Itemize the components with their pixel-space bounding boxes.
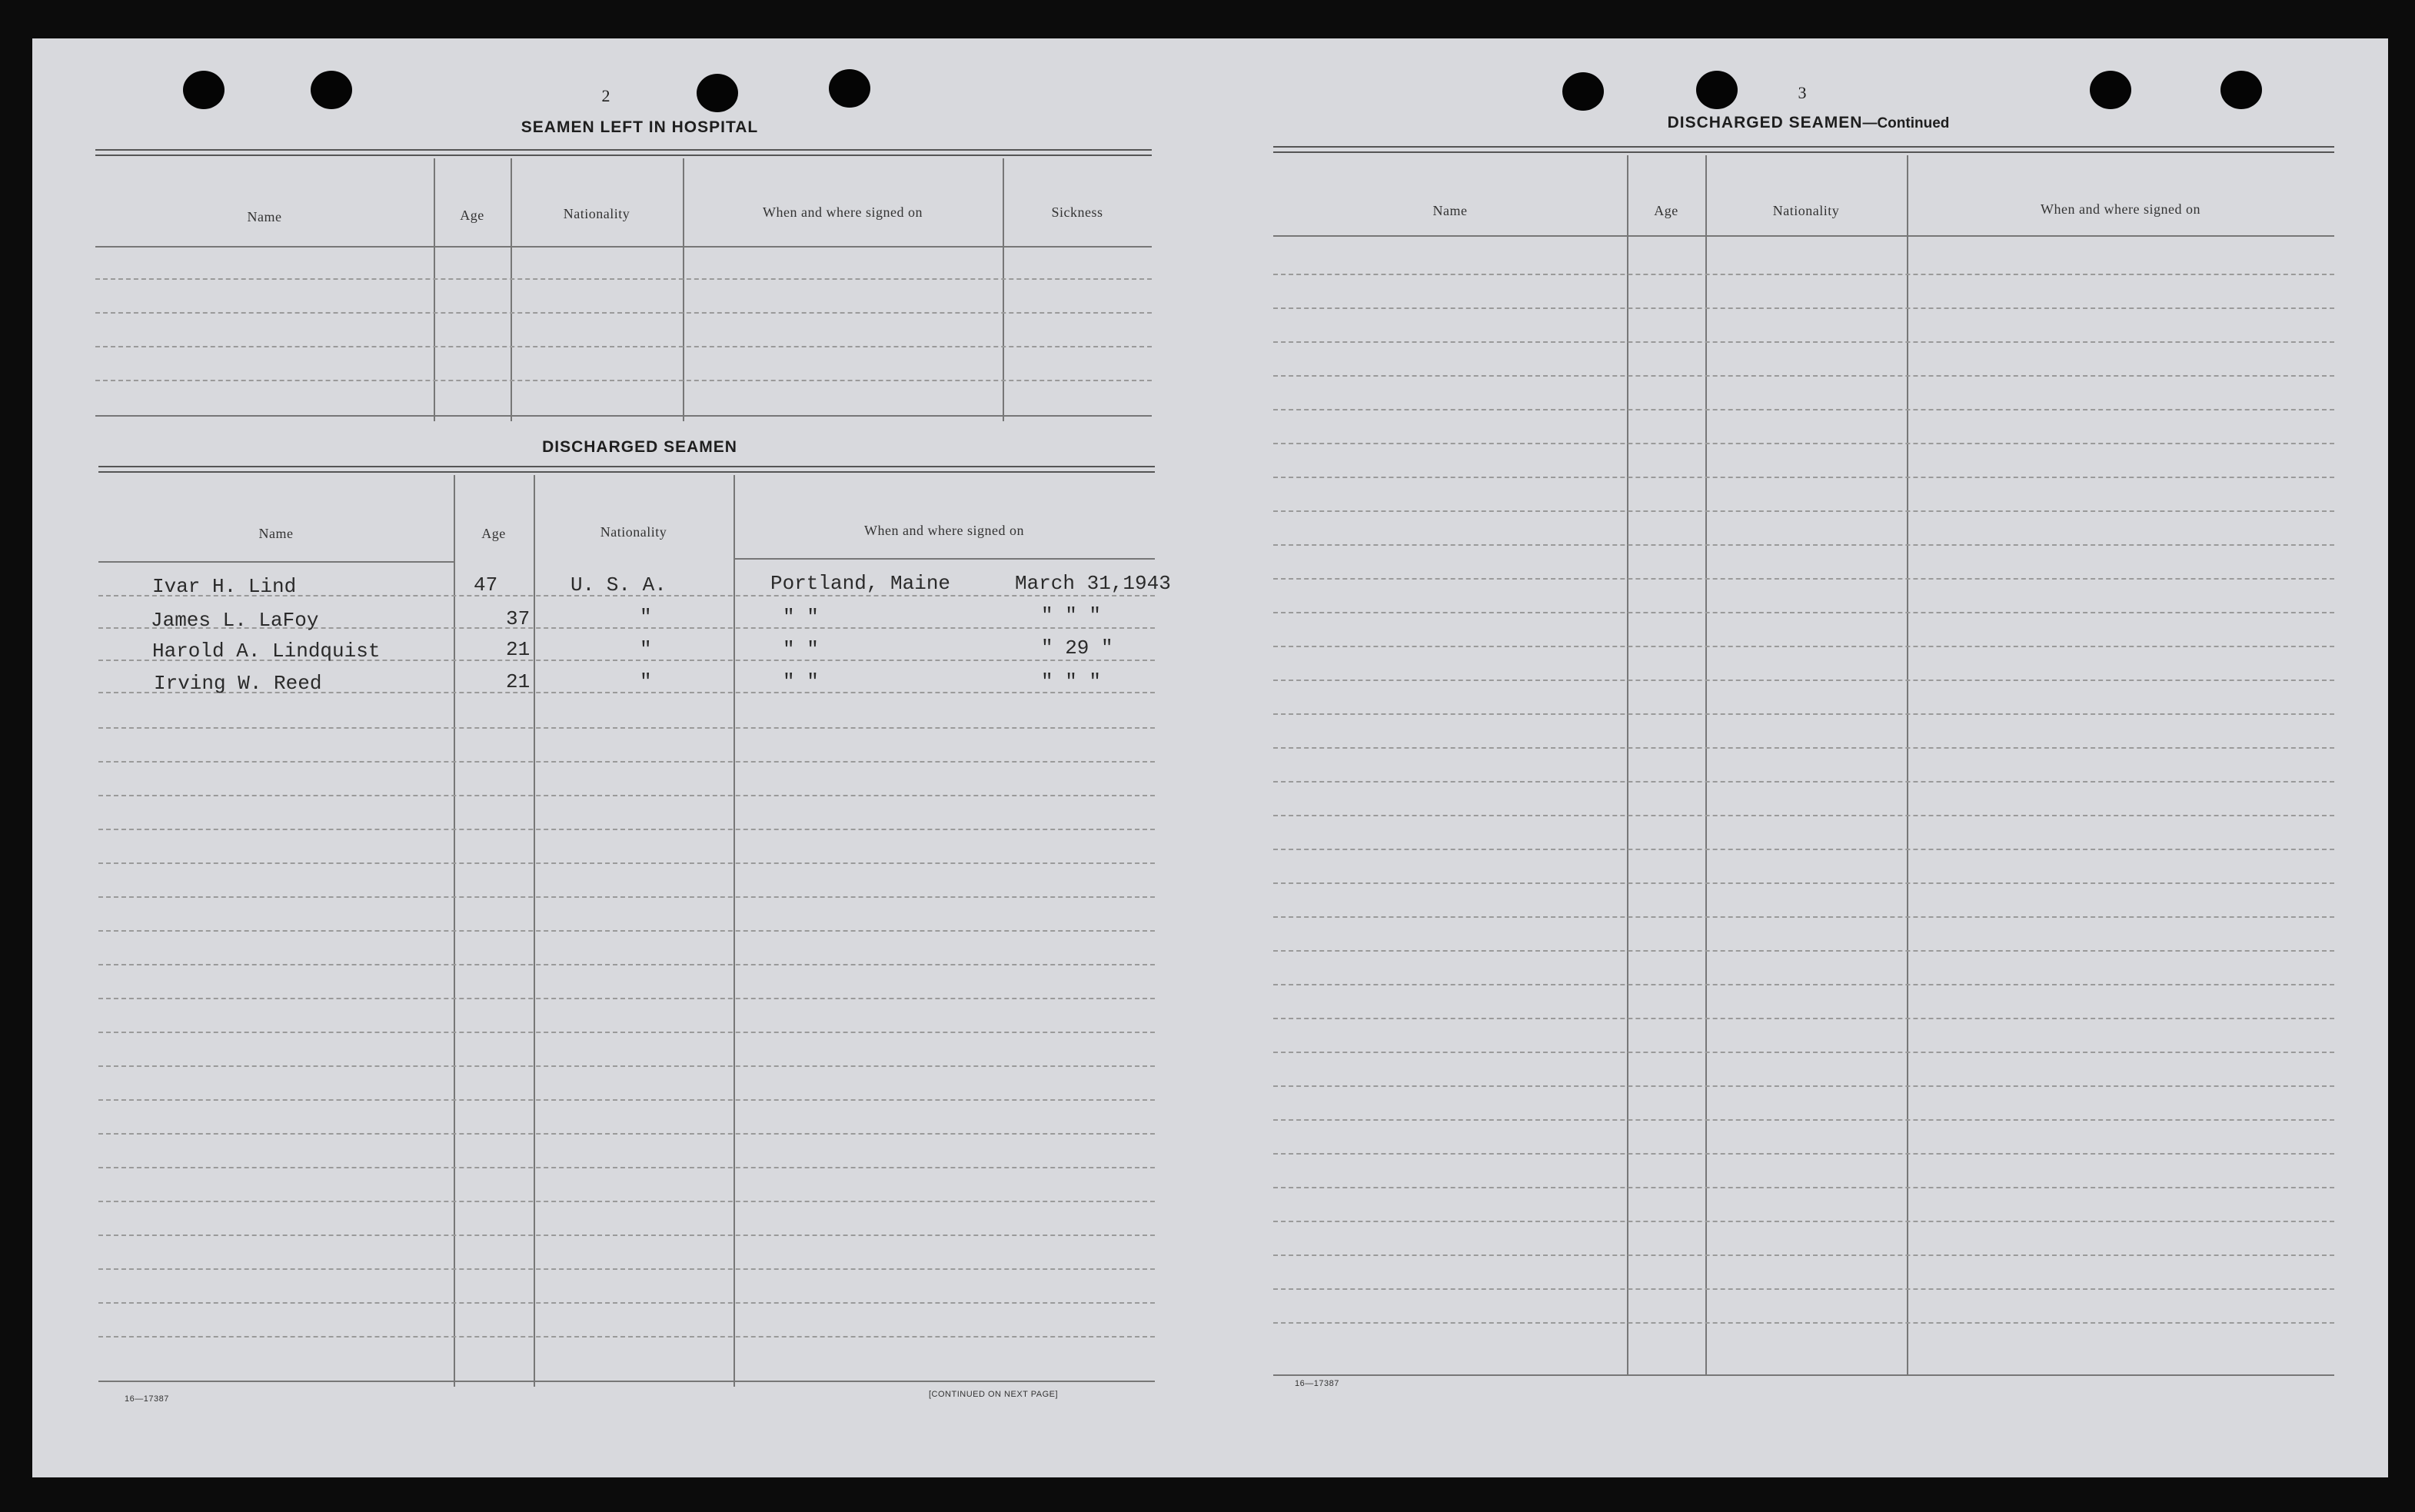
left-page-number: 2 <box>601 86 610 105</box>
discharged-row-4-place: " " <box>783 670 819 693</box>
discharged-header-age: Age <box>481 526 506 541</box>
right-title-suffix: —Continued <box>1862 115 1950 131</box>
hospital-header-name: Name <box>247 209 282 224</box>
discharged-table <box>98 466 1171 1419</box>
punch-hole <box>2220 71 2262 109</box>
discharged-row-2-name: James L. LaFoy <box>151 609 319 632</box>
discharged-row-1-place: Portland, Maine <box>770 572 951 595</box>
hospital-section-title: SEAMEN LEFT IN HOSPITAL <box>521 118 759 136</box>
right-page-number: 3 <box>1798 83 1807 102</box>
punch-hole <box>311 71 352 109</box>
discharged-header-signed-on: When and where signed on <box>864 523 1024 538</box>
hospital-header-signed-on: When and where signed on <box>763 204 923 220</box>
right-header-nationality: Nationality <box>1772 203 1840 218</box>
right-discharged-table <box>1273 146 2334 1414</box>
right-section-title <box>1539 114 2077 132</box>
discharged-row-2-nationality: " <box>640 606 652 629</box>
hospital-table <box>95 149 1152 457</box>
discharged-row-1-name: Ivar H. Lind <box>152 575 297 598</box>
right-title-main: DISCHARGED SEAMEN <box>1667 114 1863 131</box>
discharged-row-2-place: " " <box>783 606 819 629</box>
discharged-row-2-date: " " " <box>1041 604 1102 627</box>
right-header-age: Age <box>1654 203 1678 218</box>
right-form-number: 16—17387 <box>1295 1379 1339 1388</box>
right-header-name: Name <box>1432 203 1468 218</box>
punch-hole <box>1562 72 1604 111</box>
discharged-row-1-date: March 31,1943 <box>1015 572 1171 595</box>
discharged-row-3-place: " " <box>783 638 819 661</box>
punch-hole <box>1696 71 1738 109</box>
discharged-row-3-age: 21 <box>506 638 531 661</box>
hospital-header-age: Age <box>460 208 484 223</box>
left-form-number: 16—17387 <box>125 1394 169 1404</box>
discharged-row-4-name: Irving W. Reed <box>154 672 322 695</box>
hospital-header-nationality: Nationality <box>563 206 630 221</box>
hospital-header-sickness: Sickness <box>1051 204 1103 220</box>
right-header-signed-on: When and where signed on <box>2041 201 2200 217</box>
document-sheet <box>32 38 2388 1477</box>
punch-hole <box>697 74 738 112</box>
discharged-row-3-name: Harold A. Lindquist <box>152 640 381 663</box>
discharged-row-4-date: " " " <box>1041 670 1102 693</box>
discharged-row-4-nationality: " <box>640 670 652 693</box>
discharged-row-2-age: 37 <box>506 607 531 630</box>
discharged-row-4-age: 21 <box>506 670 531 693</box>
continued-note: [CONTINUED ON NEXT PAGE] <box>929 1390 1059 1399</box>
punch-hole <box>2090 71 2131 109</box>
discharged-row-1-age: 47 <box>474 573 498 596</box>
discharged-row-3-date: " 29 " <box>1041 636 1113 660</box>
discharged-row-1-nationality: U. S. A. <box>570 573 667 596</box>
discharged-header-name: Name <box>258 526 294 541</box>
discharged-section-title: DISCHARGED SEAMEN <box>542 438 737 456</box>
discharged-row-3-nationality: " <box>640 638 652 661</box>
punch-hole <box>829 69 870 108</box>
discharged-header-nationality: Nationality <box>600 524 667 540</box>
punch-hole <box>183 71 225 109</box>
